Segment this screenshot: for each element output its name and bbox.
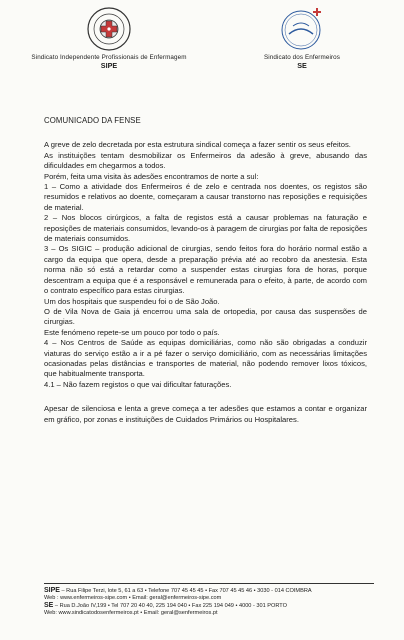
- sipe-contact-line: [44, 587, 374, 595]
- sipe-name: Sindicato Independente Profissionais de Enfermagem: [31, 54, 187, 61]
- letterhead: [0, 6, 404, 78]
- se-logo-icon: [279, 6, 325, 52]
- paragraph: O de Vila Nova de Gaia já encerrou uma sala de ortopedia, por causa das suspensões de cirurgias.: [44, 306, 367, 327]
- sipe-logo-icon: [86, 6, 132, 52]
- paragraph: 1 – Como a atividade dos Enfermeiros é de zelo e centrada nos doentes, os registos são resumidos e relativos ao doente, começaram a causar transtorno nas reposições e requisições de material.: [44, 182, 367, 212]
- se-header: [212, 6, 392, 70]
- sipe-abbr: SIPE: [100, 61, 118, 70]
- closing-paragraph: Apesar de silenciosa e lenta a greve começa a ter adesões que estamos a contar e organizar em gráfico, por zonas e instituições de Cuidados Primários ou Hospitalares.: [44, 404, 367, 424]
- paragraph: 3 – Os SIGIC – produção adicional de cirurgias, sendo feitos fora do horário normal estão a cargo da equipa que opera, desde a preparação prévia até ao recobro da anestesia. Esta norma não só está a retardar como a suspender estas cirurgias fora de horas, porque descentram a equipa que é a responsável e remunerada para o efeito, à parte, de acordo com o contrato específico para estas cirurgias.: [44, 244, 367, 296]
- sipe-web: Web : www.enfermeiros-sipe.com • Email: geral@enfermeiros-sipe.com: [44, 595, 222, 602]
- paragraph: 4.1 – Não fazem registos o que vai dificultar faturações.: [44, 379, 232, 389]
- se-name: Sindicato dos Enfermeiros: [264, 54, 340, 61]
- paragraph: 4 – Nos Centros de Saúde as equipas domiciliárias, como não são obrigadas a conduzir viaturas do serviço estão a ir a pé fazer o serviço domiciliário, com as necessárias limitações ocasionadas pelas distâncias e transportes de material, não podendo remover lixos tóxicos, que habitualmente transporta.: [44, 338, 367, 379]
- sipe-footer-abbr: SIPE: [44, 587, 60, 594]
- paragraph: As instituições tentam desmobilizar os Enfermeiros da adesão à greve, abusando das dificuldades em chegarmos a todos.: [44, 150, 367, 171]
- paragraph: 2 – Nos blocos cirúrgicos, a falta de registos está a causar problemas na faturação e reposições de materiais consumidos, levando-os à paragem de cirurgias por falta de reposições de materiais consumidos.: [44, 213, 367, 244]
- se-contact-line: [44, 602, 374, 610]
- sipe-header: [14, 6, 204, 70]
- se-address: – Rua D.João IV,199 • Tel 707 20 40 40, 225 194 040 • Fax 225 194 049 • 4000 - 301 PORTO: [53, 603, 287, 610]
- document-title: COMUNICADO DA FENSE: [44, 116, 141, 125]
- se-web: Web: www.sindicatodosenfermeiros.pt • Email: geral@senfermeiros.pt: [44, 610, 218, 617]
- se-footer-abbr: SE: [44, 602, 54, 610]
- paragraph: Este fenómeno repete-se um pouco por todo o país.: [44, 327, 220, 337]
- sipe-address: – Rua Filipe Terzi, lote 5, 61 a 63 • Telefone 707 45 45 45 • Fax 707 45 45 46 • 3030 - 014 COIMBRA: [59, 588, 312, 594]
- paragraph: A greve de zelo decretada por esta estrutura sindical começa a fazer sentir os seus efeitos.: [44, 140, 351, 150]
- footer-contacts: [44, 583, 374, 617]
- paragraph: Porém, feita uma visita às adesões encontramos de norte a sul:: [44, 171, 259, 181]
- se-abbr: SE: [297, 61, 307, 70]
- paragraph: Um dos hospitais que suspendeu foi o de São João.: [44, 296, 220, 306]
- communique-body: [44, 116, 367, 425]
